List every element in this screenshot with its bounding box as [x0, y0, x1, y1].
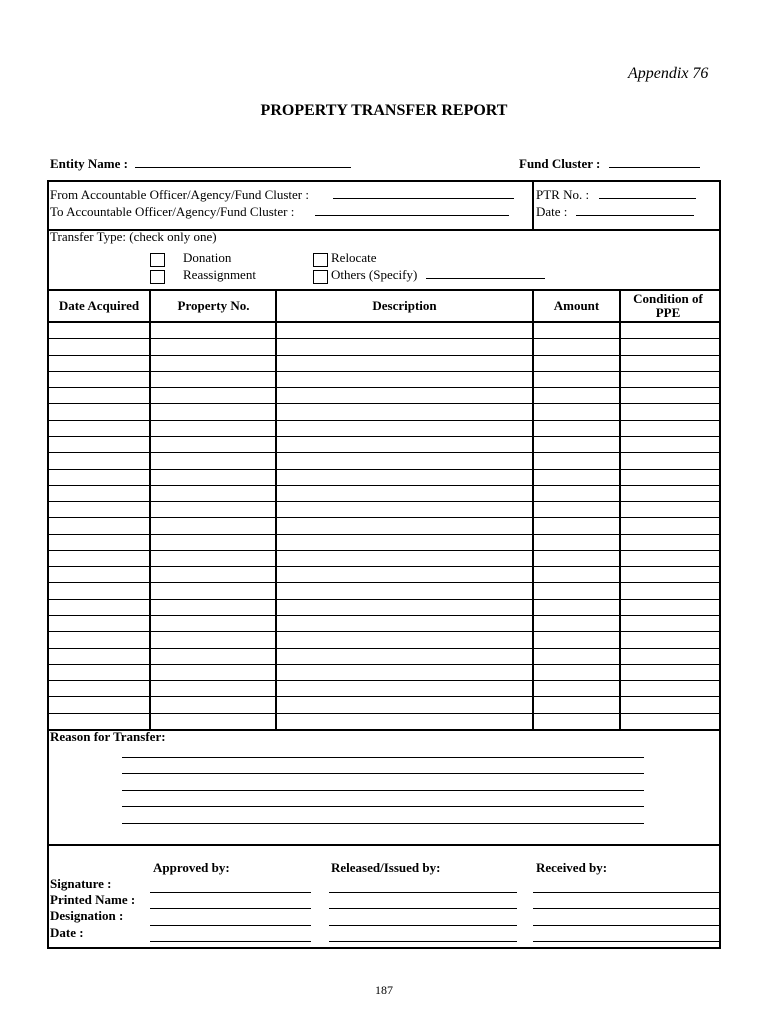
col-header-amount: Amount	[553, 298, 600, 313]
to-officer-field[interactable]	[315, 215, 509, 216]
col-header-condition: Condition of PPE	[633, 291, 703, 320]
signature-field-line[interactable]	[533, 908, 721, 909]
table-row-line	[48, 436, 720, 437]
table-row-line	[48, 599, 720, 600]
table-row-line	[48, 403, 720, 404]
signature-field-line[interactable]	[150, 925, 311, 926]
reason-line[interactable]	[122, 790, 644, 791]
signature-field-line[interactable]	[533, 892, 721, 893]
reason-line[interactable]	[122, 773, 644, 774]
table-row-line	[48, 534, 720, 535]
entity-name-field[interactable]	[135, 167, 351, 168]
released-by-label: Released/Issued by:	[331, 860, 441, 875]
table-row-line	[48, 338, 720, 339]
table-row-line	[48, 371, 720, 372]
signature-field-line[interactable]	[329, 941, 517, 942]
signature-field-line[interactable]	[533, 925, 721, 926]
divider	[47, 844, 721, 846]
table-row-line	[48, 615, 720, 616]
col-header-date-acquired: Date Acquired	[58, 298, 140, 313]
table-row-line	[48, 680, 720, 681]
col-header-property-no: Property No.	[177, 298, 250, 313]
signature-field-line[interactable]	[329, 925, 517, 926]
donation-label: Donation	[183, 250, 232, 265]
table-row-line	[48, 582, 720, 583]
ptr-date-field[interactable]	[576, 215, 694, 216]
table-row-line	[48, 387, 720, 388]
page-title: PROPERTY TRANSFER REPORT	[260, 102, 508, 119]
from-officer-label: From Accountable Officer/Agency/Fund Cluster :	[50, 187, 309, 202]
ptr-no-label: PTR No. :	[536, 187, 590, 202]
to-officer-label: To Accountable Officer/Agency/Fund Cluster :	[50, 204, 295, 219]
signature-label: Signature :	[50, 876, 112, 891]
col-header-description: Description	[372, 298, 437, 313]
table-row-line	[48, 452, 720, 453]
ptr-divider	[532, 180, 534, 230]
others-specify-field[interactable]	[426, 278, 545, 279]
table-row-line	[48, 696, 720, 697]
table-row-line	[48, 631, 720, 632]
donation-checkbox[interactable]	[150, 253, 165, 267]
signature-field-line[interactable]	[329, 908, 517, 909]
sig-date-label: Date :	[50, 925, 84, 940]
received-by-label: Received by:	[536, 860, 608, 875]
reason-line[interactable]	[122, 823, 644, 824]
designation-label: Designation :	[50, 908, 124, 923]
table-row-line	[48, 355, 720, 356]
approved-by-label: Approved by:	[153, 860, 230, 875]
from-officer-field[interactable]	[333, 198, 514, 199]
reason-line[interactable]	[122, 806, 644, 807]
printed-name-label: Printed Name :	[50, 892, 136, 907]
table-row-line	[48, 485, 720, 486]
fund-cluster-field[interactable]	[609, 167, 700, 168]
table-row-line	[48, 566, 720, 567]
reassignment-checkbox[interactable]	[150, 270, 165, 284]
others-label: Others (Specify)	[331, 267, 418, 282]
transfer-type-label: Transfer Type: (check only one)	[50, 229, 217, 244]
signature-field-line[interactable]	[533, 941, 721, 942]
fund-cluster-label: Fund Cluster :	[519, 156, 601, 171]
table-row-line	[48, 469, 720, 470]
signature-field-line[interactable]	[150, 941, 311, 942]
others-checkbox[interactable]	[313, 270, 328, 284]
table-row-line	[48, 517, 720, 518]
table-row-line	[48, 550, 720, 551]
table-row-line	[48, 420, 720, 421]
signature-field-line[interactable]	[150, 892, 311, 893]
page-number: 187	[375, 983, 393, 997]
table-row-line	[48, 501, 720, 502]
relocate-label: Relocate	[331, 250, 377, 265]
reassignment-label: Reassignment	[183, 267, 256, 282]
reason-line[interactable]	[122, 757, 644, 758]
reason-label: Reason for Transfer:	[50, 729, 166, 744]
ptr-no-field[interactable]	[599, 198, 696, 199]
signature-field-line[interactable]	[150, 908, 311, 909]
ptr-date-label: Date :	[536, 204, 568, 219]
signature-field-line[interactable]	[329, 892, 517, 893]
table-row-line	[48, 713, 720, 714]
relocate-checkbox[interactable]	[313, 253, 328, 267]
appendix-label: Appendix 76	[628, 65, 709, 82]
table-row-line	[48, 648, 720, 649]
table-row-line	[48, 664, 720, 665]
entity-name-label: Entity Name :	[50, 156, 128, 171]
